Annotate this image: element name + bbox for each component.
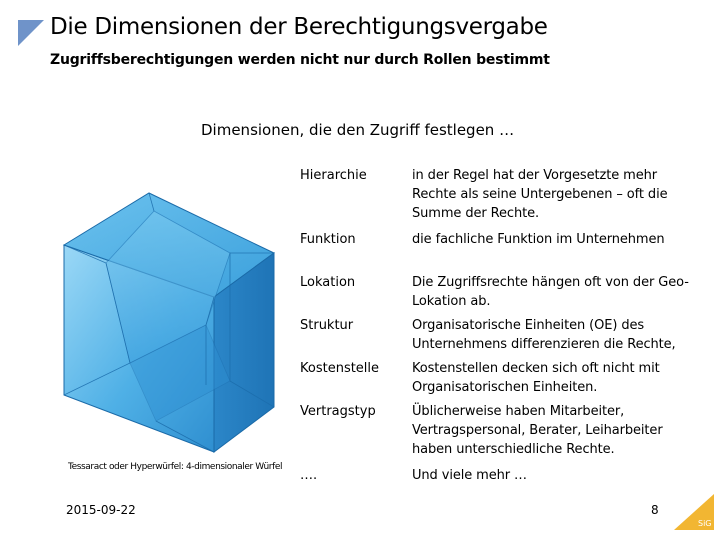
slide-subtitle: Zugriffsberechtigungen werden nicht nur durch Rollen bestimmt	[50, 52, 550, 68]
dimension-description-struktur: Organisatorische Einheiten (OE) des Unternehmens differenzieren die Rechte,	[412, 318, 676, 352]
dimension-description-kostenstelle: Kostenstellen decken sich oft nicht mit Organisatorischen Einheiten.	[412, 361, 660, 395]
dimension-description-vertragstyp: Üblicherweise haben Mitarbeiter, Vertragspersonal, Berater, Leiharbeiter haben unterschiedliche Rechte.	[412, 404, 663, 457]
logo-text: SiG	[698, 519, 712, 528]
dimension-term-hierarchie: Hierarchie	[300, 168, 367, 183]
dimension-term-lokation: Lokation	[300, 275, 356, 290]
section-heading: Dimensionen, die den Zugriff festlegen …	[201, 121, 515, 139]
dimension-description-hierarchie: in der Regel hat der Vorgesetzte mehr Rechte als seine Untergebenen – oft die Summe der Rechte.	[412, 168, 668, 221]
footer-date: 2015-09-22	[66, 503, 136, 517]
page-number: 8	[651, 503, 659, 517]
tesseract-cube-image	[56, 185, 280, 455]
figure-caption: Tessaract oder Hyperwürfel: 4-dimensionaler Würfel	[68, 462, 283, 472]
dimension-term-funktion: Funktion	[300, 232, 356, 247]
title-corner-triangle	[18, 20, 44, 46]
dimension-term-ellipsis: ….	[300, 468, 318, 483]
dimension-description-funktion: die fachliche Funktion im Unternehmen	[412, 232, 665, 247]
sig-logo-icon	[674, 494, 714, 530]
dimension-term-struktur: Struktur	[300, 318, 354, 333]
slide-title: Die Dimensionen der Berechtigungsvergabe	[50, 14, 548, 40]
dimension-term-vertragstyp: Vertragstyp	[300, 404, 376, 419]
dimension-description-more: Und viele mehr …	[412, 468, 527, 483]
dimension-description-lokation: Die Zugriffsrechte hängen oft von der Geo-Lokation ab.	[412, 275, 689, 309]
dimension-term-kostenstelle: Kostenstelle	[300, 361, 380, 376]
